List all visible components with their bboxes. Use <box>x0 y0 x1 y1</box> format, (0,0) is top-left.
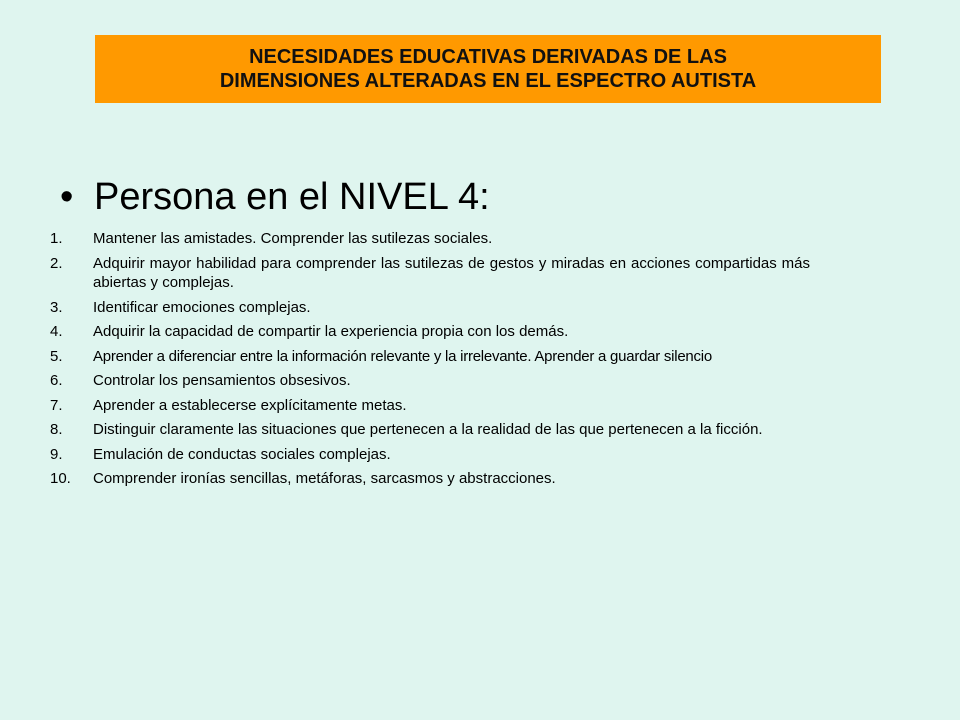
list-item <box>50 229 905 249</box>
item-text: Comprender ironías sencillas, metáforas, sarcasmos y abstracciones. <box>93 470 556 487</box>
title-banner <box>95 35 881 103</box>
item-number: 4. <box>50 323 63 340</box>
item-text: Identificar emociones complejas. <box>93 298 311 316</box>
list-item <box>50 445 905 465</box>
list-item <box>50 420 905 440</box>
item-text: Mantener las amistades. Comprender las sutilezas sociales. <box>93 230 493 247</box>
item-number: 10. <box>50 470 71 487</box>
heading-text: Persona en el NIVEL 4: <box>94 176 490 218</box>
bullet-icon: • <box>60 176 74 218</box>
title-line-2: DIMENSIONES ALTERADAS EN EL ESPECTRO AUTISTA <box>219 70 757 92</box>
item-number: 9. <box>50 445 63 463</box>
item-number: 6. <box>50 372 63 389</box>
list-item <box>50 396 905 416</box>
item-text: Controlar los pensamientos obsesivos. <box>93 372 351 389</box>
list-item <box>50 347 905 367</box>
list-item <box>50 298 905 318</box>
title-line-1: NECESIDADES EDUCATIVAS DERIVADAS DE LAS <box>249 46 727 68</box>
item-number: 5. <box>50 347 63 365</box>
list-item <box>50 371 905 391</box>
section-heading <box>60 174 490 220</box>
item-text: Adquirir mayor habilidad para comprender las sutilezas de gestos y miradas en acciones compartidas más abiertas y complejas. <box>93 254 810 291</box>
item-text: Distinguir claramente las situaciones que pertenecen a la realidad de las que pertenecen a la ficción. <box>93 421 763 438</box>
item-number: 1. <box>50 230 63 247</box>
item-number: 3. <box>50 298 63 316</box>
list-item <box>50 254 905 293</box>
needs-list <box>50 229 905 494</box>
list-item <box>50 322 905 342</box>
item-text: Aprender a establecerse explícitamente metas. <box>93 396 407 414</box>
item-number: 7. <box>50 396 63 414</box>
list-item <box>50 469 905 489</box>
item-text: Adquirir la capacidad de compartir la experiencia propia con los demás. <box>93 323 569 340</box>
item-number: 2. <box>50 254 63 272</box>
item-number: 8. <box>50 421 63 438</box>
item-text: Aprender a diferenciar entre la información relevante y la irrelevante. Aprender a guardar silencio <box>93 347 712 365</box>
item-text: Emulación de conductas sociales complejas. <box>93 445 391 463</box>
